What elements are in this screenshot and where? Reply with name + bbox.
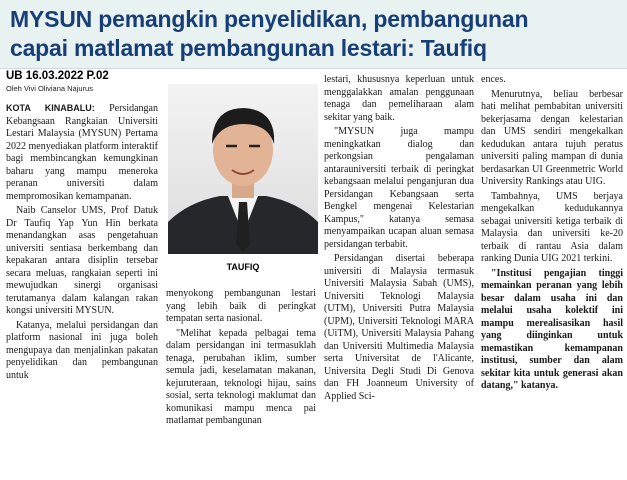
paragraph: Persidangan disertai beberapa universiti di Malaysia termasuk Universiti Malaysia Sabah (UMS), Universiti Teknologi Malaysia (UTM), Universiti Putra Malaysia (UPM), Universiti Teknologi MARA (UiTM), Universiti Malaysia Pahang dan Universiti Multimedia Malaysia serta Universitat de l'Alicante, Universita Degli Studi Di Genova dan FH Joanneum University of Applied Sci-	[324, 253, 474, 402]
lead-dateline: KOTA KINABALU:	[6, 103, 95, 113]
paragraph: lestari, khususnya keperluan untuk menggalakkan amalan penggunaan tenaga dan pemeliharaan alam sekitar yang baik.	[324, 74, 474, 123]
paragraph: Naib Canselor UMS, Prof Datuk Dr Taufiq Yap Yun Hin berkata menandangkan asas pengetahuan universiti sentiasa berkembang dan kepakaran antara disiplin tersebar secara meluas, rangkaian seperti ini mewujudkan sinergi organisasi terutamanya dalam kalangan rakan kongsi universiti MYSUN.	[6, 205, 158, 316]
article-column-3	[324, 74, 474, 480]
paragraph: Katanya, melalui persidangan dan platform nasional ini juga boleh mengupaya dan menjalinkan pakatan penyelidikan dan pembangunan untuk	[6, 319, 158, 381]
article-column-4	[481, 74, 623, 480]
paragraph: Menurutnya, beliau berbesar hati melihat pembabitan universiti bekerjasama dengan kelestarian dan UMS sendiri mengekalkan kedudukan antara tujuh peratus universiti paling mampan di dunia berdasarkan UI Greenmetric World University Rankings atau UIG.	[481, 88, 623, 187]
article-column-1	[6, 102, 158, 480]
headline-line-1: MYSUN pemangkin penyelidikan, pembangunan	[10, 6, 529, 32]
photo-caption: TAUFIQ	[226, 262, 260, 272]
article-column-2	[166, 288, 316, 480]
paragraph	[6, 102, 158, 203]
headline-banner	[0, 0, 627, 69]
publication-dateline: UB 16.03.2022 P.02	[6, 70, 109, 82]
paragraph: "MYSUN juga mampu meningkatkan dialog dan perkongsian pengalaman antarauniversiti terbaik di peringkat kebangsaan melalui penganjuran dua Persidangan Kebangsaan serta Bengkel mengenai Kelestarian Kampus," katanya semasa menyampaikan ucapan aluan semasa persidangan terbabit.	[324, 126, 474, 250]
paragraph: "Melihat kepada pelbagai tema dalam persidangan ini termasuklah tenaga, perubahan iklim, sumber semula jadi, keselamatan makanan, kejuruteraan, teknologi hijau, sains sosial, serta teknologi maklumat dan komunikasi mampu menca pai matlamat pembangunan	[166, 327, 316, 426]
byline: Oleh Vivi Oliviana Najurus	[6, 84, 93, 93]
paragraph: ences.	[481, 74, 506, 85]
paragraph: "Institusi pengajian tinggi memainkan peranan yang lebih besar dalam usaha ini dan melalui usaha kolektif ini mampu merealisasikan hasil yang diinginkan untuk memastikan kemampanan institusi, sumber dan alam sekitar kita untuk generasi akan datang," katanya.	[481, 267, 623, 391]
paragraph: Tambahnya, UMS berjaya mengekalkan kedudukannya sebagai universiti ketiga terbaik di Malaysia dan universiti ke-20 terbaik di rantau Asia dalam ranking Dunia UIG 2021 terkini.	[481, 190, 623, 264]
paragraph: menyokong pembangunan lestari yang lebih baik di peringkat tempatan serta nasional.	[166, 288, 316, 324]
portrait-photo	[168, 84, 318, 254]
paragraph-text: Persidangan Kebangsaan Rangkaian Universiti Lestari Malaysia (MYSUN) Pertama 2022 menyediakan platform interaktif bagi membincangkan kemungkinan baharu yang mampu meneroka peranan universiti dalam mempromosikan kemampanan.	[6, 103, 158, 202]
headline-line-2: capai matlamat pembangunan lestari: Taufiq	[10, 35, 487, 61]
portrait-illustration	[168, 84, 318, 254]
